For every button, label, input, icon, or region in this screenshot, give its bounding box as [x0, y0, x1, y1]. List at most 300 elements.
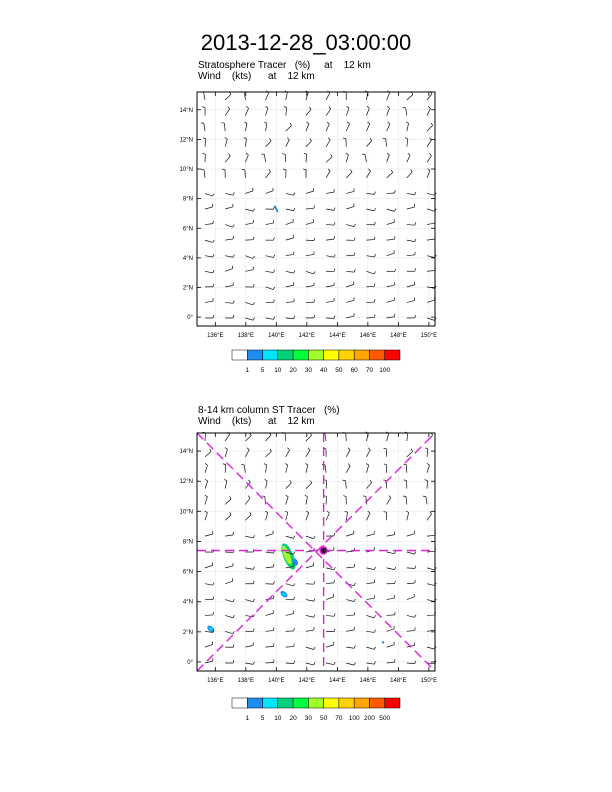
- wind-barb: [225, 92, 231, 100]
- wind-barb: [266, 610, 274, 615]
- wind-barb: [225, 563, 233, 568]
- colorbar-label: 70: [365, 367, 374, 374]
- colorbar-label: 60: [350, 367, 358, 374]
- wind-barb: [326, 511, 329, 520]
- wind-barb: [225, 204, 233, 209]
- wind-barb: [407, 204, 415, 209]
- wind-barb: [346, 204, 354, 209]
- wind-barb: [205, 298, 213, 302]
- wind-barb: [221, 123, 225, 131]
- y-tick-label: 6°N: [182, 226, 193, 233]
- chart1-title-line2: Wind (kts) at 12 km: [198, 71, 315, 82]
- colorbar-swatch: [293, 350, 308, 360]
- wind-barb: [346, 645, 355, 648]
- colorbar-swatch: [385, 350, 400, 360]
- wind-barb: [205, 270, 214, 273]
- colorbar-swatch: [247, 698, 262, 708]
- wind-barb: [427, 627, 435, 631]
- colorbar-swatch: [369, 698, 384, 708]
- wind-barb: [407, 252, 415, 256]
- wind-barb: [407, 449, 413, 457]
- wind-barb: [407, 627, 415, 631]
- wind-barb: [245, 209, 254, 212]
- wind-barb: [407, 615, 416, 618]
- wind-barb: [306, 536, 315, 539]
- chart2-title-line2: Wind (kts) at 12 km: [198, 416, 315, 427]
- wind-barb: [346, 237, 355, 240]
- wind-barb: [387, 106, 390, 115]
- wind-barb: [326, 254, 335, 257]
- colorbar-label: 10: [274, 367, 282, 374]
- colorbar-swatch: [232, 698, 247, 708]
- wind-barb: [405, 138, 408, 147]
- colorbar-swatch: [247, 350, 262, 360]
- wind-barb: [205, 284, 214, 287]
- wind-barb: [205, 583, 214, 586]
- colorbar-swatch: [339, 698, 354, 708]
- wind-barb: [346, 612, 355, 615]
- wind-barb: [407, 153, 410, 162]
- wind-barb: [225, 496, 231, 504]
- wind-barb: [286, 583, 295, 586]
- wind-barb: [343, 91, 346, 100]
- x-tick-label: 138°E: [237, 333, 255, 339]
- colorbar-label: 50: [335, 367, 343, 374]
- wind-barb: [407, 531, 415, 536]
- y-tick-label: 4°N: [182, 599, 193, 606]
- colorbar-swatch: [324, 350, 339, 360]
- wind-barb: [225, 512, 231, 520]
- wind-barb: [205, 495, 208, 504]
- wind-barb: [326, 629, 335, 632]
- wind-barb: [346, 599, 355, 602]
- wind-barb: [346, 153, 349, 162]
- wind-barb: [346, 269, 355, 272]
- colorbar-label: 10: [274, 715, 282, 722]
- wind-barb: [286, 219, 294, 225]
- wind-barb: [266, 169, 271, 178]
- wind-barb: [326, 283, 334, 287]
- wind-barb: [427, 297, 435, 302]
- wind-barb: [286, 193, 295, 196]
- y-tick-label: 10°N: [179, 167, 193, 174]
- wind-barb: [205, 642, 213, 648]
- wind-barb: [225, 532, 233, 536]
- wind-barb: [201, 169, 205, 177]
- y-tick-label: 6°N: [182, 569, 193, 576]
- wind-barb: [387, 269, 396, 272]
- wind-barb: [203, 153, 206, 162]
- wind-barb: [387, 612, 396, 616]
- wind-barb: [326, 269, 335, 272]
- wind-barb: [241, 92, 245, 100]
- colorbar-swatch: [293, 698, 308, 708]
- colorbar-swatch: [278, 350, 293, 360]
- colorbar-label: 20: [289, 367, 297, 374]
- y-tick-label: 0°: [187, 315, 193, 322]
- wind-barb: [286, 208, 295, 211]
- wind-barb: [264, 122, 267, 131]
- y-tick-label: 12°N: [179, 137, 193, 144]
- y-tick-label: 2°N: [182, 629, 193, 636]
- wind-barb: [346, 448, 350, 457]
- wind-barb: [326, 122, 329, 131]
- wind-barb: [326, 580, 334, 584]
- colorbar-label: 1: [245, 715, 250, 722]
- x-tick-label: 142°E: [298, 333, 316, 339]
- wind-barb: [205, 511, 208, 520]
- wind-barb: [346, 297, 354, 302]
- wind-barb: [387, 567, 396, 570]
- wind-barb: [427, 169, 430, 178]
- y-tick-label: 12°N: [179, 479, 193, 486]
- wind-barb: [346, 122, 349, 131]
- wind-barb: [245, 599, 254, 602]
- wind-barb: [387, 551, 396, 554]
- wind-barb: [306, 511, 309, 520]
- wind-barb: [363, 496, 366, 505]
- wind-barb: [266, 449, 272, 457]
- colorbar-swatch: [308, 350, 323, 360]
- wind-barb: [306, 598, 315, 601]
- colorbar-label: 70: [335, 715, 343, 722]
- wind-barb: [326, 189, 334, 193]
- wind-barb: [326, 138, 330, 147]
- wind-barb: [282, 432, 286, 441]
- wind-barb: [387, 659, 395, 663]
- wind-barb: [286, 644, 295, 648]
- chart2-title-line1: 8-14 km column ST Tracer (%): [198, 405, 340, 416]
- wind-barb: [306, 627, 314, 631]
- colorbar: [232, 350, 400, 374]
- wind-barb: [306, 615, 315, 618]
- colorbar-label: 30: [304, 367, 312, 374]
- wind-barb: [384, 512, 387, 521]
- wind-barb: [427, 268, 435, 272]
- wind-barb: [205, 449, 211, 457]
- wind-barb: [205, 193, 214, 196]
- cross-section-lines: [197, 433, 435, 671]
- x-tick-label: 144°E: [329, 333, 346, 339]
- wind-barb: [202, 107, 205, 116]
- wind-barb: [245, 267, 253, 272]
- wind-barb: [326, 614, 335, 617]
- wind-barb: [366, 511, 370, 520]
- wind-barb: [387, 581, 396, 584]
- wind-barb: [266, 237, 275, 240]
- chart1-title-line1: Stratosphere Tracer (%) at 12 km: [198, 60, 371, 71]
- wind-barb: [286, 597, 295, 600]
- colorbar-label: 500: [379, 715, 391, 722]
- wind-barb: [201, 92, 205, 100]
- wind-barb: [407, 222, 416, 225]
- wind-barb: [222, 169, 225, 178]
- wind-barb: [387, 209, 396, 212]
- wind-barb: [205, 612, 214, 615]
- colorbar-swatch: [324, 698, 339, 708]
- wind-barb: [242, 169, 245, 178]
- wind-barb: [303, 169, 306, 178]
- wind-barb: [245, 629, 254, 632]
- wind-barb: [205, 562, 213, 567]
- colorbar-label: 30: [304, 715, 312, 722]
- wind-barb: [266, 270, 275, 273]
- wind-barb: [264, 464, 267, 473]
- x-tick-label: 140°E: [268, 678, 285, 684]
- colorbar-label: 5: [260, 715, 265, 722]
- wind-barb: [205, 315, 214, 318]
- wind-barb: [245, 188, 253, 194]
- wind-barb: [261, 154, 265, 162]
- wind-barb: [346, 170, 352, 178]
- x-tick-label: 146°E: [359, 678, 377, 684]
- wind-barb: [326, 642, 334, 647]
- wind-barb: [285, 463, 288, 472]
- wind-barb: [346, 252, 355, 255]
- colorbar-swatch: [354, 698, 369, 708]
- wind-barb: [245, 220, 253, 225]
- chart-2: [180, 432, 438, 722]
- wind-barb: [306, 299, 315, 302]
- wind-barb: [284, 107, 287, 116]
- plot-frame: [197, 92, 435, 326]
- wind-barb: [383, 448, 386, 457]
- wind-barb: [384, 464, 387, 473]
- x-tick-label: 140°E: [268, 333, 285, 339]
- wind-barb: [282, 154, 285, 163]
- wind-barb: [245, 318, 254, 321]
- wind-barb: [225, 283, 233, 287]
- wind-barb: [407, 661, 416, 664]
- wind-barb: [427, 123, 433, 131]
- wind-barb: [205, 531, 213, 536]
- wind-barb: [343, 496, 346, 505]
- wind-barb: [387, 250, 395, 256]
- wind-barb: [225, 315, 234, 318]
- wind-barb: [387, 122, 390, 131]
- wind-barb: [346, 531, 354, 536]
- wind-barb: [407, 169, 412, 177]
- tracer-feature: [382, 641, 384, 643]
- wind-barb: [407, 239, 416, 242]
- wind-barb: [326, 154, 332, 162]
- wind-barb: [266, 581, 275, 584]
- wind-barb: [403, 496, 407, 504]
- wind-barb: [306, 581, 315, 584]
- wind-barb: [205, 254, 214, 257]
- wind-barb: [406, 511, 409, 520]
- wind-barb: [306, 251, 314, 255]
- wind-barb: [205, 240, 214, 243]
- wind-barb: [266, 660, 275, 663]
- wind-barb: [225, 236, 233, 240]
- wind-barb: [205, 479, 208, 488]
- wind-barb: [205, 463, 208, 472]
- wind-barb: [427, 511, 432, 520]
- x-tick-label: 138°E: [237, 678, 255, 684]
- y-tick-label: 8°N: [182, 539, 193, 546]
- wind-barb: [225, 225, 234, 228]
- colorbar-swatch: [339, 350, 354, 360]
- wind-barb: [345, 511, 348, 520]
- page-title: 2013-12-28_03:00:00: [200, 30, 412, 55]
- wind-barb: [225, 615, 234, 618]
- colorbar-swatch: [308, 698, 323, 708]
- wind-barb: [225, 599, 234, 602]
- wind-barb: [225, 448, 228, 457]
- wind-barb: [346, 106, 349, 115]
- wind-barb: [245, 237, 254, 240]
- wind-barb: [266, 255, 275, 258]
- wind-barb: [387, 190, 396, 193]
- wind-barb: [266, 433, 271, 441]
- wind-barb: [427, 612, 436, 615]
- wind-barb: [225, 660, 234, 663]
- wind-barb: [265, 106, 268, 115]
- wind-barb: [407, 268, 416, 271]
- colorbar-swatch: [263, 350, 278, 360]
- x-tick-label: 148°E: [390, 333, 407, 339]
- wind-barb: [306, 448, 310, 457]
- wind-barb: [362, 154, 366, 162]
- wind-barb: [407, 315, 416, 318]
- wind-barb: [427, 153, 431, 162]
- y-tick-label: 10°N: [179, 509, 193, 516]
- wind-barb: [225, 193, 234, 196]
- wind-barb: [403, 107, 407, 115]
- x-tick-label: 136°E: [207, 333, 224, 339]
- x-tick-label: 142°E: [298, 678, 316, 684]
- wind-barb: [326, 236, 334, 240]
- wind-barb: [266, 188, 274, 194]
- wind-barb: [387, 595, 395, 600]
- wind-barb: [285, 511, 288, 520]
- wind-barb: [366, 463, 369, 472]
- wind-barb: [245, 535, 254, 538]
- y-tick-label: 14°N: [179, 107, 193, 114]
- wind-barb: [225, 266, 233, 272]
- wind-barb: [205, 204, 213, 209]
- wind-barb: [306, 283, 314, 287]
- wind-barb: [407, 282, 415, 287]
- wind-barb: [225, 137, 228, 146]
- wind-barb: [225, 578, 233, 583]
- wind-barb: [407, 566, 416, 569]
- wind-barb: [225, 154, 230, 163]
- colorbar-label: 20: [289, 715, 297, 722]
- x-tick-label: 148°E: [390, 678, 407, 684]
- wind-barb: [306, 315, 315, 318]
- wind-barb: [245, 433, 251, 441]
- wind-barb: [266, 531, 274, 536]
- wind-barb: [407, 594, 415, 600]
- wind-barb: [304, 153, 307, 162]
- wind-barb: [306, 662, 315, 665]
- wind-barb: [286, 536, 295, 539]
- colorbar-swatch: [354, 350, 369, 360]
- wind-barb: [203, 138, 206, 147]
- wind-barb: [387, 236, 395, 240]
- wind-barb: [407, 580, 415, 584]
- wind-barb: [266, 564, 274, 568]
- y-tick-label: 2°N: [182, 285, 193, 292]
- colorbar-label: 100: [348, 715, 360, 722]
- wind-barb: [245, 642, 253, 647]
- wind-barb: [387, 642, 395, 647]
- wind-barb: [346, 464, 350, 473]
- wind-barb: [286, 299, 295, 303]
- wind-barb: [427, 532, 435, 536]
- wind-barb: [406, 122, 409, 131]
- wind-barb: [427, 236, 435, 240]
- wind-barb: [286, 138, 290, 147]
- wind-barb: [366, 531, 374, 536]
- wind-barb: [346, 224, 355, 227]
- wind-barb: [346, 564, 354, 568]
- colorbar-label: 40: [320, 367, 328, 374]
- wind-barb: [266, 627, 274, 631]
- x-tick-label: 150°E: [420, 678, 438, 684]
- wind-barb: [326, 533, 335, 536]
- wind-barb: [286, 270, 295, 273]
- wind-barb: [346, 281, 354, 286]
- wind-barb: [286, 123, 292, 131]
- wind-barb: [423, 496, 427, 504]
- wind-barb: [326, 298, 334, 302]
- wind-barb: [407, 192, 416, 195]
- wind-barb: [266, 138, 272, 146]
- wind-barb: [326, 594, 334, 600]
- colorbar-swatch: [278, 698, 293, 708]
- wind-barb: [306, 205, 315, 209]
- wind-barb: [286, 448, 290, 457]
- colorbar-swatch: [232, 350, 247, 360]
- colorbar-label: 200: [364, 715, 375, 722]
- colorbar-label: 50: [320, 715, 328, 722]
- wind-barb: [346, 627, 354, 631]
- x-tick-label: 146°E: [359, 333, 377, 339]
- colorbar: [232, 698, 400, 722]
- wind-barb: [265, 511, 268, 520]
- wind-barb: [366, 169, 370, 178]
- colorbar-label: 1: [245, 367, 250, 374]
- wind-barb: [286, 628, 295, 631]
- x-tick-label: 144°E: [329, 678, 346, 684]
- wind-barb: [223, 464, 226, 473]
- wind-barb: [286, 480, 292, 488]
- wind-barb: [205, 221, 213, 225]
- wind-barb: [306, 271, 315, 274]
- center-marker: [320, 547, 327, 554]
- colorbar-swatch: [263, 698, 278, 708]
- wind-barb: [326, 169, 330, 178]
- y-tick-label: 0°: [187, 659, 193, 666]
- wind-barb: [387, 282, 395, 287]
- wind-barb: [286, 251, 294, 255]
- wind-barb: [407, 552, 416, 555]
- wind-barb: [387, 153, 390, 162]
- wind-barb: [245, 512, 251, 520]
- wind-barb: [306, 647, 315, 650]
- wind-barb: [387, 297, 395, 302]
- wind-barb: [286, 611, 294, 616]
- wind-barb: [225, 255, 234, 258]
- wind-barb: [201, 123, 205, 131]
- wind-barb: [407, 92, 413, 100]
- wind-barb: [266, 206, 275, 209]
- wind-barb: [387, 532, 395, 536]
- wind-barb: [286, 495, 289, 504]
